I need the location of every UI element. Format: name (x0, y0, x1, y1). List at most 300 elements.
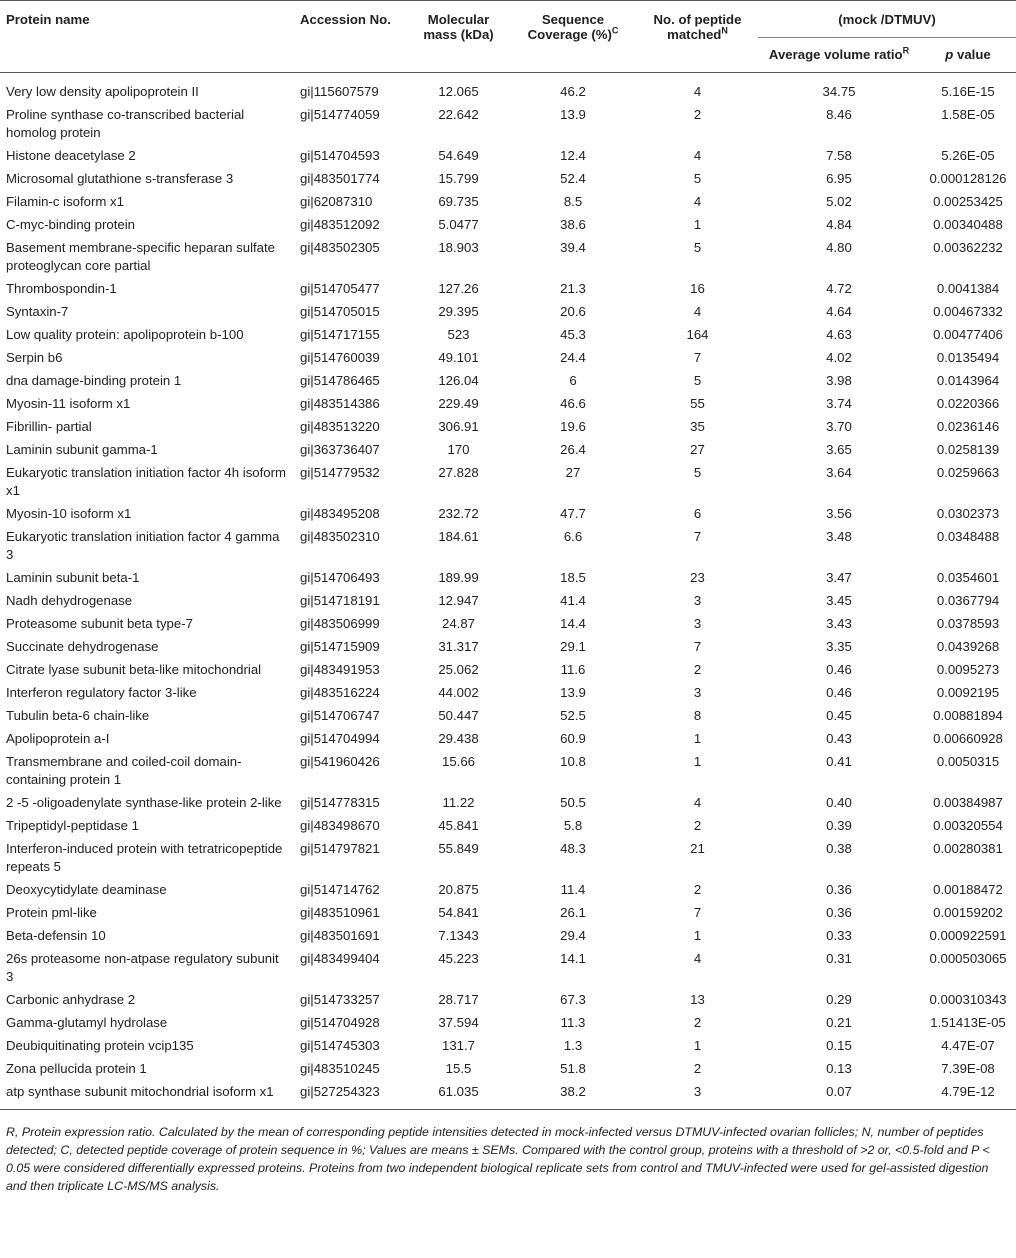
cell-molecular-mass: 184.61 (438, 529, 479, 544)
cell-protein-name: Interferon regulatory factor 3-like (6, 685, 197, 700)
cell-peptides-matched: 4 (693, 304, 702, 319)
cell-peptides-matched: 7 (693, 529, 702, 544)
cell-molecular-mass: 29.395 (438, 304, 479, 319)
cell-peptides-matched: 4 (693, 951, 702, 966)
cell-peptides-matched: 55 (690, 396, 705, 411)
cell-average-volume-ratio: 5.02 (826, 194, 852, 209)
cell-sequence-coverage: 12.4 (560, 148, 586, 163)
cell-molecular-mass: 27.828 (438, 465, 479, 480)
cell-p-value: 0.0095273 (936, 662, 1000, 677)
cell-sequence-coverage: 27 (565, 465, 581, 480)
cell-sequence-coverage: 48.3 (560, 841, 586, 856)
cell-accession: gi|514745303 (300, 1038, 380, 1053)
cell-peptides-matched: 2 (693, 1061, 702, 1076)
cell-protein-name: Low quality protein: apolipoprotein b-100 (6, 327, 244, 342)
cell-p-value: 0.00362232 (933, 240, 1003, 255)
cell-protein-name: 26s proteasome non-atpase regulatory subunit 3 (6, 951, 279, 984)
cell-sequence-coverage: 26.4 (560, 442, 586, 457)
cell-accession: gi|483506999 (300, 616, 380, 631)
cell-peptides-matched: 4 (693, 194, 702, 209)
cell-molecular-mass: 49.101 (438, 350, 479, 365)
cell-molecular-mass: 54.841 (438, 905, 479, 920)
cell-peptides-matched: 1 (693, 928, 702, 943)
table-row (0, 103, 1016, 144)
cell-p-value: 0.00384987 (933, 795, 1003, 810)
table-row (0, 502, 1016, 525)
cell-p-value: 7.39E-08 (941, 1061, 995, 1076)
cell-average-volume-ratio: 0.43 (826, 731, 852, 746)
cell-accession: gi|363736407 (300, 442, 380, 457)
cell-p-value: 0.0143964 (936, 373, 1000, 388)
cell-accession: gi|483516224 (300, 685, 380, 700)
header-peptides-matched: No. of peptide matched$^N$ (653, 12, 742, 42)
table-row (0, 589, 1016, 612)
cell-average-volume-ratio: 0.40 (826, 795, 852, 810)
cell-sequence-coverage: 5.8 (563, 818, 583, 833)
cell-molecular-mass: 15.799 (438, 171, 479, 186)
cell-sequence-coverage: 41.4 (560, 593, 586, 608)
cell-average-volume-ratio: 3.45 (826, 593, 852, 608)
cell-peptides-matched: 4 (693, 84, 702, 99)
cell-p-value: 0.0220366 (936, 396, 1000, 411)
cell-p-value: 0.0258139 (936, 442, 1000, 457)
cell-molecular-mass: 18.903 (438, 240, 479, 255)
cell-accession: gi|514779532 (300, 465, 380, 480)
cell-molecular-mass: 28.717 (438, 992, 479, 1007)
cell-p-value: 0.0050315 (936, 754, 1000, 769)
cell-accession: gi|541960426 (300, 754, 380, 769)
cell-accession: gi|514774059 (300, 107, 380, 122)
cell-p-value: 0.00467332 (933, 304, 1003, 319)
cell-accession: gi|483514386 (300, 396, 380, 411)
table-row (0, 901, 1016, 924)
cell-p-value: 0.0348488 (936, 529, 1000, 544)
cell-p-value: 0.00253425 (933, 194, 1003, 209)
cell-sequence-coverage: 20.6 (560, 304, 586, 319)
cell-p-value: 4.79E-12 (941, 1084, 995, 1099)
table-row (0, 236, 1016, 277)
cell-sequence-coverage: 47.7 (560, 506, 586, 521)
cell-accession: gi|514706747 (300, 708, 380, 723)
table-header (0, 1, 1016, 73)
cell-peptides-matched: 5 (693, 465, 702, 480)
cell-average-volume-ratio: 0.13 (826, 1061, 852, 1076)
cell-p-value: 0.000922591 (929, 928, 1007, 943)
cell-peptides-matched: 164 (686, 327, 709, 342)
cell-sequence-coverage: 14.1 (560, 951, 586, 966)
table-row (0, 878, 1016, 901)
cell-protein-name: Myosin-11 isoform x1 (6, 396, 131, 411)
cell-protein-name: Eukaryotic translation initiation factor 4 gamma 3 (6, 529, 280, 562)
cell-peptides-matched: 4 (693, 795, 702, 810)
cell-accession: gi|62087310 (300, 194, 373, 209)
table-row (0, 814, 1016, 837)
cell-molecular-mass: 37.594 (438, 1015, 479, 1030)
cell-protein-name: Serpin b6 (6, 350, 63, 365)
table-row (0, 167, 1016, 190)
cell-sequence-coverage: 1.3 (563, 1038, 583, 1053)
cell-molecular-mass: 232.72 (438, 506, 479, 521)
cell-accession: gi|514797821 (300, 841, 380, 856)
cell-average-volume-ratio: 4.84 (826, 217, 852, 232)
cell-p-value: 1.58E-05 (941, 107, 995, 122)
cell-sequence-coverage: 52.5 (560, 708, 586, 723)
cell-p-value: 0.000128126 (929, 171, 1007, 186)
cell-peptides-matched: 7 (693, 639, 702, 654)
cell-sequence-coverage: 51.8 (560, 1061, 586, 1076)
table-row (0, 438, 1016, 461)
cell-protein-name: dna damage-binding protein 1 (6, 373, 182, 388)
header-accession: Accession No. (300, 12, 391, 27)
cell-protein-name: Apolipoprotein a-I (6, 731, 110, 746)
cell-molecular-mass: 189.99 (438, 570, 479, 585)
cell-average-volume-ratio: 3.64 (826, 465, 852, 480)
cell-peptides-matched: 6 (693, 506, 702, 521)
cell-peptides-matched: 1 (693, 731, 702, 746)
cell-sequence-coverage: 21.3 (560, 281, 586, 296)
cell-molecular-mass: 54.649 (438, 148, 479, 163)
cell-protein-name: Protein pml-like (6, 905, 97, 920)
table-row (0, 300, 1016, 323)
cell-protein-name: Zona pellucida protein 1 (6, 1061, 147, 1076)
cell-protein-name: Very low density apolipoprotein II (6, 84, 199, 99)
cell-accession: gi|514704994 (300, 731, 380, 746)
cell-peptides-matched: 2 (693, 1015, 702, 1030)
header-p-value: p value (945, 47, 991, 62)
cell-protein-name: Laminin subunit gamma-1 (6, 442, 158, 457)
cell-p-value: 0.0135494 (936, 350, 1000, 365)
cell-molecular-mass: 31.317 (438, 639, 479, 654)
table-row (0, 1034, 1016, 1057)
cell-molecular-mass: 45.841 (438, 818, 479, 833)
cell-p-value: 0.0041384 (936, 281, 1000, 296)
cell-p-value: 0.00660928 (933, 731, 1003, 746)
cell-average-volume-ratio: 7.58 (826, 148, 852, 163)
cell-sequence-coverage: 18.5 (560, 570, 586, 585)
cell-protein-name: 2 -5 -oligoadenylate synthase-like protein 2-like (6, 795, 282, 810)
table-row (0, 750, 1016, 791)
cell-molecular-mass: 126.04 (438, 373, 479, 388)
cell-molecular-mass: 12.947 (438, 593, 479, 608)
header-molecular-mass: Molecular mass (kDa) (423, 12, 494, 42)
cell-peptides-matched: 23 (690, 570, 705, 585)
cell-average-volume-ratio: 0.15 (826, 1038, 852, 1053)
cell-average-volume-ratio: 0.45 (826, 708, 852, 723)
table-row (0, 415, 1016, 438)
cell-accession: gi|483501774 (300, 171, 380, 186)
cell-average-volume-ratio: 0.33 (826, 928, 852, 943)
cell-sequence-coverage: 14.4 (560, 616, 586, 631)
cell-accession: gi|483512092 (300, 217, 380, 232)
cell-peptides-matched: 35 (690, 419, 705, 434)
cell-peptides-matched: 1 (693, 754, 702, 769)
table-row (0, 213, 1016, 236)
cell-sequence-coverage: 10.8 (560, 754, 586, 769)
cell-peptides-matched: 1 (693, 217, 702, 232)
table-row (0, 369, 1016, 392)
cell-molecular-mass: 29.438 (438, 731, 479, 746)
cell-protein-name: Gamma-glutamyl hydrolase (6, 1015, 168, 1030)
cell-average-volume-ratio: 4.64 (826, 304, 852, 319)
cell-sequence-coverage: 24.4 (560, 350, 586, 365)
cell-accession: gi|483499404 (300, 951, 380, 966)
table-row (0, 791, 1016, 814)
cell-average-volume-ratio: 4.72 (826, 281, 852, 296)
cell-protein-name: Interferon-induced protein with tetratricopeptide repeats 5 (6, 841, 283, 874)
table-row (0, 1057, 1016, 1080)
cell-p-value: 0.00159202 (933, 905, 1003, 920)
cell-sequence-coverage: 50.5 (560, 795, 586, 810)
cell-protein-name: Filamin-c isoform x1 (6, 194, 124, 209)
cell-protein-name: Deubiquitinating protein vcip135 (6, 1038, 194, 1053)
table-row (0, 947, 1016, 988)
cell-accession: gi|527254323 (300, 1084, 380, 1099)
cell-accession: gi|115607579 (300, 84, 379, 99)
cell-protein-name: Deoxycytidylate deaminase (6, 882, 167, 897)
cell-molecular-mass: 22.642 (438, 107, 479, 122)
header-group-mock-dtmuv: (mock /DTMUV) (758, 1, 1016, 38)
cell-p-value: 1.51413E-05 (930, 1015, 1006, 1030)
cell-protein-name: Beta-defensin 10 (6, 928, 106, 943)
cell-accession: gi|514778315 (300, 795, 380, 810)
cell-sequence-coverage: 29.4 (560, 928, 586, 943)
cell-average-volume-ratio: 3.98 (826, 373, 852, 388)
cell-protein-name: Citrate lyase subunit beta-like mitochondrial (6, 662, 262, 677)
cell-average-volume-ratio: 0.07 (826, 1084, 852, 1099)
cell-molecular-mass: 7.1343 (438, 928, 479, 943)
table-row (0, 924, 1016, 947)
cell-molecular-mass: 11.22 (442, 795, 475, 810)
cell-p-value: 0.0236146 (936, 419, 1000, 434)
cell-accession: gi|483510961 (300, 905, 380, 920)
cell-average-volume-ratio: 3.65 (826, 442, 852, 457)
cell-molecular-mass: 523 (447, 327, 470, 342)
cell-p-value: 0.00881894 (933, 708, 1003, 723)
cell-sequence-coverage: 6.6 (563, 529, 583, 544)
cell-peptides-matched: 4 (693, 148, 702, 163)
cell-molecular-mass: 15.5 (445, 1061, 472, 1076)
header-sequence-coverage: Sequence Coverage (%)$^C$ (527, 12, 619, 42)
cell-average-volume-ratio: 4.80 (826, 240, 852, 255)
cell-peptides-matched: 2 (693, 818, 702, 833)
cell-peptides-matched: 3 (693, 1084, 702, 1099)
cell-accession: gi|483502305 (300, 240, 380, 255)
cell-molecular-mass: 12.065 (438, 84, 479, 99)
cell-molecular-mass: 44.002 (438, 685, 479, 700)
header-protein-name: Protein name (6, 12, 90, 27)
cell-sequence-coverage: 67.3 (560, 992, 586, 1007)
cell-protein-name: Eukaryotic translation initiation factor 4h isoform x1 (6, 465, 286, 498)
cell-protein-name: Tubulin beta-6 chain-like (6, 708, 150, 723)
cell-accession: gi|514717155 (300, 327, 380, 342)
cell-p-value: 0.0439268 (936, 639, 1000, 654)
cell-sequence-coverage: 60.9 (560, 731, 586, 746)
cell-sequence-coverage: 26.1 (560, 905, 586, 920)
cell-protein-name: Laminin subunit beta-1 (6, 570, 140, 585)
cell-sequence-coverage: 46.6 (560, 396, 586, 411)
cell-peptides-matched: 13 (690, 992, 705, 1007)
cell-protein-name: Proline synthase co-transcribed bacterial homolog protein (6, 107, 245, 140)
cell-protein-name: atp synthase subunit mitochondrial isoform x1 (6, 1084, 274, 1099)
table-row (0, 658, 1016, 681)
table-row (0, 681, 1016, 704)
cell-p-value: 0.0354601 (936, 570, 1000, 585)
cell-average-volume-ratio: 0.31 (826, 951, 852, 966)
cell-molecular-mass: 170 (447, 442, 470, 457)
cell-p-value: 0.00280381 (933, 841, 1003, 856)
cell-average-volume-ratio: 0.38 (826, 841, 852, 856)
cell-peptides-matched: 21 (690, 841, 705, 856)
cell-average-volume-ratio: 3.43 (826, 616, 852, 631)
cell-p-value: 0.00188472 (933, 882, 1003, 897)
cell-protein-name: Transmembrane and coiled-coil domain-containing protein 1 (6, 754, 242, 787)
table-row (0, 144, 1016, 167)
cell-sequence-coverage: 46.2 (560, 84, 586, 99)
table-row (0, 837, 1016, 878)
cell-accession: gi|483491953 (300, 662, 380, 677)
cell-sequence-coverage: 29.1 (560, 639, 586, 654)
cell-average-volume-ratio: 0.46 (826, 685, 852, 700)
cell-sequence-coverage: 11.3 (560, 1015, 586, 1030)
cell-protein-name: Succinate dehydrogenase (6, 639, 159, 654)
cell-accession: gi|514733257 (300, 992, 380, 1007)
cell-peptides-matched: 3 (693, 685, 702, 700)
cell-protein-name: Microsomal glutathione s-transferase 3 (6, 171, 234, 186)
table-row (0, 635, 1016, 658)
cell-protein-name: Syntaxin-7 (6, 304, 69, 319)
cell-molecular-mass: 55.849 (438, 841, 479, 856)
cell-molecular-mass: 15.66 (441, 754, 475, 769)
cell-protein-name: Histone deacetylase 2 (6, 148, 136, 163)
cell-sequence-coverage: 19.6 (560, 419, 586, 434)
cell-sequence-coverage: 13.9 (560, 107, 586, 122)
cell-average-volume-ratio: 3.48 (826, 529, 852, 544)
cell-accession: gi|514786465 (300, 373, 380, 388)
table-row (0, 1080, 1016, 1110)
table-row (0, 1011, 1016, 1034)
cell-peptides-matched: 2 (693, 107, 702, 122)
cell-p-value: 5.16E-15 (941, 84, 995, 99)
cell-accession: gi|483501691 (300, 928, 380, 943)
cell-accession: gi|514705015 (300, 304, 380, 319)
cell-protein-name: Nadh dehydrogenase (6, 593, 133, 608)
cell-sequence-coverage: 38.2 (560, 1084, 586, 1099)
cell-average-volume-ratio: 0.41 (826, 754, 852, 769)
table-row (0, 612, 1016, 635)
cell-average-volume-ratio: 0.29 (826, 992, 852, 1007)
cell-sequence-coverage: 45.3 (560, 327, 586, 342)
table-row (0, 461, 1016, 502)
cell-molecular-mass: 127.26 (438, 281, 479, 296)
cell-p-value: 0.0378593 (936, 616, 1000, 631)
cell-peptides-matched: 5 (693, 373, 702, 388)
cell-accession: gi|483498670 (300, 818, 380, 833)
cell-sequence-coverage: 11.4 (560, 882, 586, 897)
cell-average-volume-ratio: 3.35 (826, 639, 852, 654)
cell-accession: gi|483510245 (300, 1061, 380, 1076)
cell-molecular-mass: 306.91 (438, 419, 479, 434)
cell-protein-name: Thrombospondin-1 (6, 281, 117, 296)
cell-accession: gi|514705477 (300, 281, 380, 296)
cell-average-volume-ratio: 3.56 (826, 506, 852, 521)
cell-accession: gi|514760039 (300, 350, 380, 365)
table-row (0, 704, 1016, 727)
cell-average-volume-ratio: 0.46 (826, 662, 852, 677)
cell-peptides-matched: 7 (693, 905, 702, 920)
cell-peptides-matched: 27 (690, 442, 705, 457)
cell-accession: gi|483495208 (300, 506, 380, 521)
cell-accession: gi|483513220 (300, 419, 380, 434)
cell-molecular-mass: 50.447 (438, 708, 479, 723)
cell-average-volume-ratio: 4.63 (826, 327, 852, 342)
cell-p-value: 5.26E-05 (941, 148, 995, 163)
header-average-volume-ratio: Average volume ratio$^R$ (768, 45, 910, 62)
cell-average-volume-ratio: 0.36 (826, 882, 852, 897)
cell-p-value: 0.0302373 (936, 506, 1000, 521)
cell-peptides-matched: 2 (693, 662, 702, 677)
table-body (0, 73, 1016, 1110)
cell-p-value: 0.000310343 (929, 992, 1007, 1007)
cell-protein-name: C-myc-binding protein (6, 217, 135, 232)
cell-sequence-coverage: 8.5 (563, 194, 583, 209)
cell-protein-name: Fibrillin- partial (6, 419, 92, 434)
cell-p-value: 0.00477406 (933, 327, 1003, 342)
cell-molecular-mass: 5.0477 (438, 217, 479, 232)
cell-p-value: 0.00320554 (933, 818, 1003, 833)
table-row (0, 346, 1016, 369)
cell-molecular-mass: 20.875 (438, 882, 479, 897)
cell-accession: gi|514715909 (300, 639, 380, 654)
table-row (0, 988, 1016, 1011)
cell-protein-name: Tripeptidyl-peptidase 1 (6, 818, 139, 833)
cell-peptides-matched: 7 (693, 350, 702, 365)
cell-molecular-mass: 69.735 (438, 194, 479, 209)
cell-average-volume-ratio: 3.74 (826, 396, 852, 411)
table-row (0, 190, 1016, 213)
table-row (0, 727, 1016, 750)
table-row (0, 277, 1016, 300)
cell-p-value: 0.000503065 (929, 951, 1007, 966)
cell-average-volume-ratio: 3.47 (826, 570, 852, 585)
cell-protein-name: Myosin-10 isoform x1 (6, 506, 132, 521)
cell-peptides-matched: 2 (693, 882, 702, 897)
cell-peptides-matched: 3 (693, 593, 702, 608)
cell-p-value: 0.0259663 (936, 465, 1000, 480)
cell-peptides-matched: 5 (693, 240, 702, 255)
cell-sequence-coverage: 6 (569, 373, 577, 388)
cell-average-volume-ratio: 6.95 (826, 171, 852, 186)
table-row (0, 525, 1016, 566)
cell-peptides-matched: 3 (693, 616, 702, 631)
table-footnote: R, Protein expression ratio. Calculated by the mean of corresponding peptide intensities detected in mock-infected versus DTMUV-infected ovarian follicles; N, number of peptides detected; C, detected peptide coverage of protein sequence in %; Values are means ± SEMs. Compared with the control group, proteins with a threshold of >2 or, <0.5-fold and P < 0.05 were considered differentially expressed proteins. Proteins from two independent biological replicate sets from control and TMUV-infected were used for gel-assisted digestion and then triplicate LC-MS/MS analysis. (6, 1125, 990, 1193)
cell-sequence-coverage: 52.4 (560, 171, 586, 186)
cell-average-volume-ratio: 8.46 (826, 107, 852, 122)
cell-sequence-coverage: 13.9 (560, 685, 586, 700)
table-row (0, 566, 1016, 589)
cell-average-volume-ratio: 0.36 (826, 905, 852, 920)
cell-peptides-matched: 8 (693, 708, 702, 723)
cell-average-volume-ratio: 0.21 (826, 1015, 852, 1030)
cell-molecular-mass: 229.49 (438, 396, 479, 411)
cell-molecular-mass: 131.7 (441, 1038, 475, 1053)
cell-molecular-mass: 25.062 (438, 662, 479, 677)
cell-accession: gi|514704593 (300, 148, 380, 163)
cell-protein-name: Proteasome subunit beta type-7 (6, 616, 193, 631)
cell-accession: gi|483502310 (300, 529, 380, 544)
cell-sequence-coverage: 11.6 (560, 662, 586, 677)
cell-peptides-matched: 16 (690, 281, 705, 296)
cell-sequence-coverage: 39.4 (560, 240, 586, 255)
